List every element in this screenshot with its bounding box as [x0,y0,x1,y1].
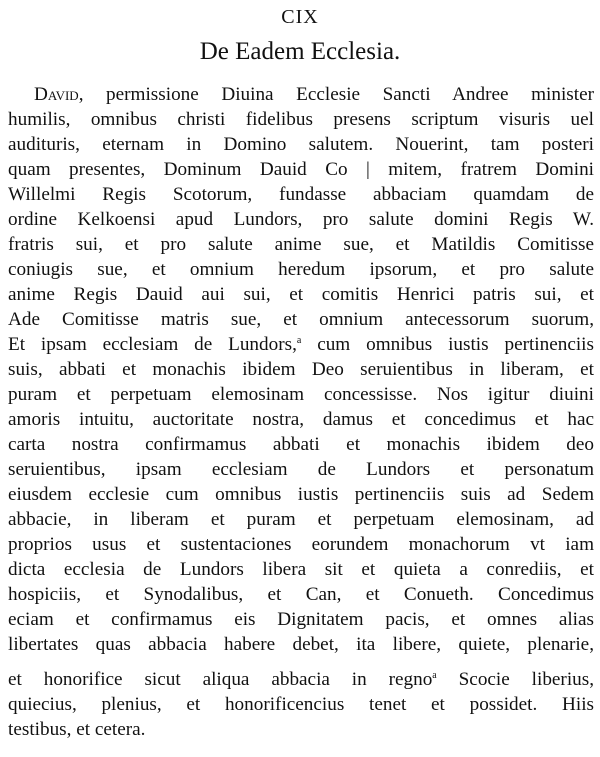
text-line: dicta ecclesia de Lundors libera sit et quieta a conrediis, et [8,559,594,580]
text-line: Ade Comitisse matris sue, et omnium antecessorum suorum, [8,309,594,330]
text-line: coniugis sue, et omnium heredum ipsorum, et pro salute [8,259,594,280]
text-line: Willelmi Regis Scotorum, fundasse abbaciam quamdam de [8,184,594,205]
charter-title: De Eadem Ecclesia. [199,38,401,65]
text-line: seruientibus, ipsam ecclesiam de Lundors et personatum [8,459,594,480]
charter-number: CIX [281,6,319,28]
text-line: ordine Kelkoensi apud Lundors, pro salute domini Regis W. [8,209,594,230]
text-line: proprios usus et sustentaciones eorundem monachorum vt iam [8,534,594,555]
text-line: hospiciis, et Synodalibus, et Can, et Conueth. Concedimus [8,584,594,605]
text-line: abbacie, in liberam et puram et perpetuam elemosinam, ad [8,509,594,530]
text-line: David, permissione Diuina Ecclesie Sancti Andree minister [34,84,594,105]
text-line: suis, abbati et monachis ibidem Deo seruientibus in liberam, et [8,359,594,380]
text-line: carta nostra confirmamus abbati et monachis ibidem deo [8,434,594,455]
text-line: anime Regis Dauid aui sui, et comitis Henrici patris sui, et [8,284,594,305]
text-line: audituris, eternam in Domino salutem. Nouerint, tam posteri [8,134,594,155]
text-line: amoris intuitu, auctoritate nostra, damus et concedimus et hac [8,409,594,430]
text-line: quiecius, plenius, et honorificencius tenet et possidet. Hiis [8,694,594,715]
text-line: et honorifice sicut aliqua abbacia in regno$^a$ Scocie liberius, [8,669,595,690]
charter-text [8,82,594,742]
footnote-marker: a [432,670,437,681]
opening-name: David [34,84,79,105]
text-line: fratris sui, et pro salute anime sue, et Matildis Comitisse [8,234,594,255]
text-line: Et ipsam ecclesiam de Lundors,$^a$ cum omnibus iustis pertinenciis [8,334,594,355]
text-line: libertates quas abbacia habere debet, ita libere, quiete, plenarie, [8,634,594,655]
text-line: eiusdem ecclesie cum omnibus iustis pertinenciis suis ad Sedem [8,484,594,505]
text-line: humilis, omnibus christi fidelibus presens scriptum visuris uel [8,109,594,130]
text-line: testibus, et cetera. [8,719,146,740]
text-line: quam presentes, Dominum Dauid Co | mitem, fratrem Domini [8,159,594,180]
text-line: puram et perpetuam elemosinam concessisse. Nos igitur diuini [8,384,594,405]
text-line: eciam et confirmamus eis Dignitatem pacis, et omnes alias [8,609,594,630]
footnote-marker: a [296,335,302,346]
